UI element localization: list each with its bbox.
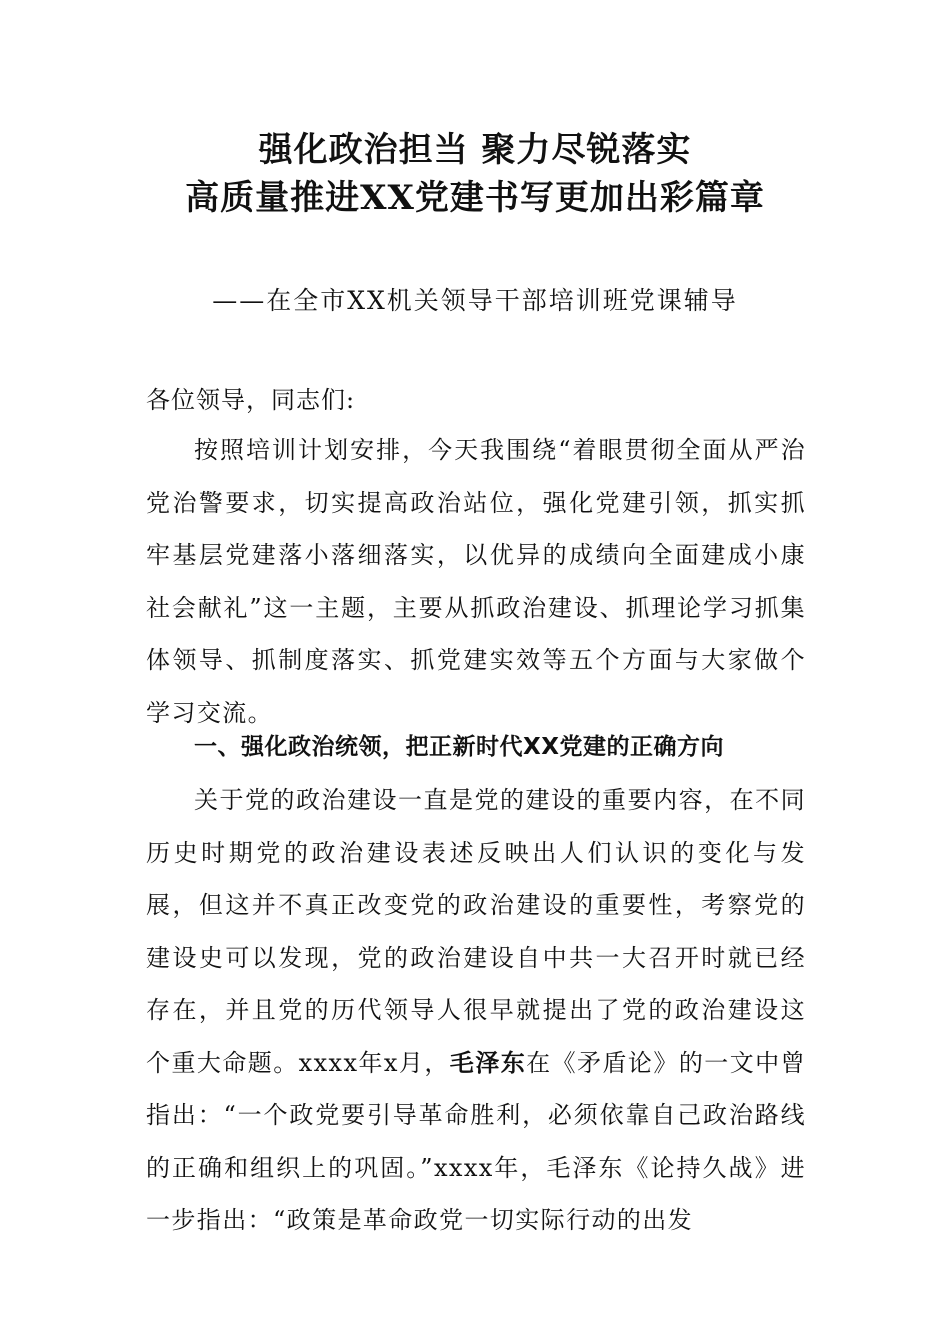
document-title-line-2: 高质量推进XX党建书写更加出彩篇章 xyxy=(185,178,765,218)
paragraph-intro: 按照培训计划安排，今天我围绕“着眼贯彻全面从严治党治警要求，切实提高政治站位，强化党建引领，抓实抓牢基层党建落小落细落实，以优异的成绩向全面建成小康社会献礼”这一主题，主要从抓政治建设、抓理论学习抓集体领导、抓制度落实、抓党建实效等五个方面与大家做个学习交流。 xyxy=(146,436,806,727)
greeting: 各位领导，同志们: xyxy=(146,386,356,414)
document-subtitle: ——在全市XX机关领导干部培训班党课辅导 xyxy=(212,286,738,315)
paragraph-text-part-1: 关于党的政治建设一直是党的建设的重要内容，在不同历史时期党的政治建设表述反映出人们认识的变化与发展，但这并不真正改变党的政治建设的重要性，考察党的建设史可以发现，党的政治建设自中共一大召开时就已经存在，并且党的历代领导人很早就提出了党的政治建设这个重大命题。xxxx年x月， xyxy=(146,786,806,1077)
emphasized-name: 毛泽东 xyxy=(449,1047,527,1077)
paragraph-political-construction xyxy=(146,774,806,1247)
document-title-line-1: 强化政治担当 聚力尽锐落实 xyxy=(258,130,692,170)
section-heading-1: 一、强化政治统领，把正新时代XX党建的正确方向 xyxy=(194,734,724,760)
paragraph-text-part-2: 在《矛盾论》的一文中曾指出：“一个政党要引导革命胜利，必须依靠自己政治路线的正确和组织上的巩固。”xxxx年，毛泽东《论持久战》进一步指出：“政策是革命政党一切实际行动的出发 xyxy=(146,1048,807,1234)
